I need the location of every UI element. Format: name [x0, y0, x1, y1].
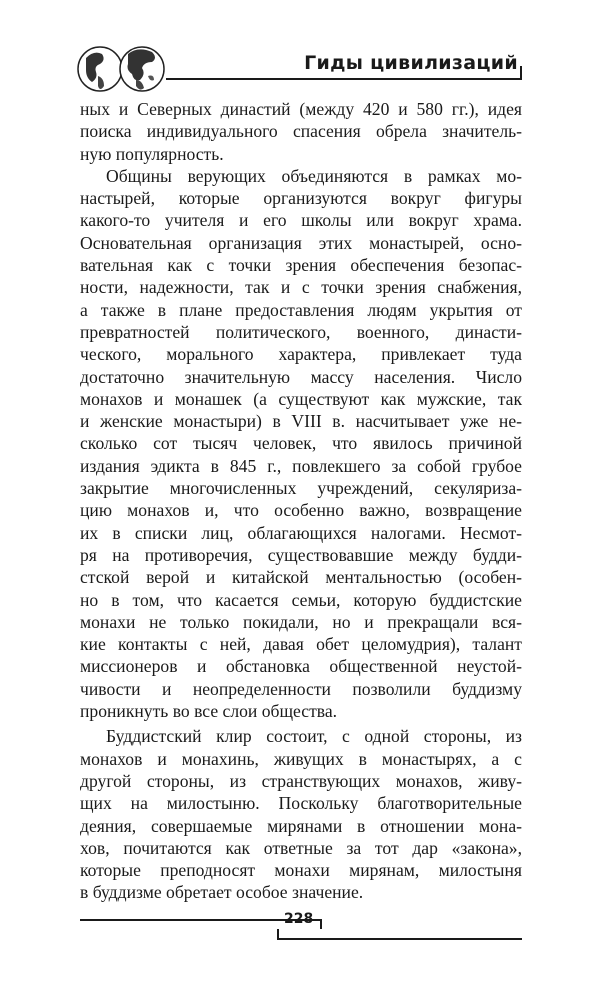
- text-line: проникнуть во все слои общества.: [80, 701, 338, 722]
- globes-logo-icon: [76, 36, 168, 102]
- paragraph: [80, 98, 522, 165]
- footer-rule-left-tick: [320, 919, 322, 929]
- paragraph: [80, 725, 522, 903]
- text-line: превратностей политического, военного, династи-: [80, 321, 522, 342]
- running-header-title: Гиды цивилизаций: [304, 52, 518, 74]
- text-line: закрытие многочисленных учреждений, секуляриза-: [80, 478, 522, 499]
- paragraph: [80, 165, 522, 722]
- text-line: которые преподносят монахи мирянам, милостыня: [80, 860, 522, 881]
- text-line: ности, надежности, так и с точки зрения снабжения,: [80, 277, 522, 298]
- text-line: поиска индивидуального спасения обрела значитель-: [80, 121, 522, 142]
- text-line: и женские монастыри) в VIII в. насчитывает уже не-: [80, 411, 522, 432]
- text-line: миссионеров и обстановка общественной неустой-: [80, 656, 522, 677]
- text-line: издания эдикта в 845 г., повлекшего за собой грубое: [80, 455, 522, 476]
- body-text: [80, 98, 522, 904]
- text-line: их в списки лиц, облагающихся налогами. Несмот-: [80, 522, 522, 543]
- text-line: монахов и монахинь, живущих в монастырях, а с: [80, 748, 522, 769]
- text-line: деяния, совершаемые мирянами в отношении мона-: [80, 815, 522, 836]
- text-line: достаточно значительную массу населения. Число: [80, 366, 522, 387]
- text-line: другой стороны, из странствующих монахов, живу-: [80, 770, 522, 791]
- text-line: ческого, морального характера, привлекает туда: [80, 344, 522, 365]
- header-rule: [166, 78, 522, 80]
- text-line: в буддизме обретает особое значение.: [80, 882, 364, 903]
- text-line: монахи не только покидали, но и прекращали вся-: [80, 611, 522, 632]
- text-line: кие контакты с ней, давая обет целомудрия), талант: [80, 634, 522, 655]
- text-line: ря на противоречия, существовавшие между будди-: [80, 544, 522, 565]
- text-line: чивости и неопределенности позволили буддизму: [80, 678, 522, 699]
- text-line: Основательная организация этих монастырей, осно-: [80, 232, 522, 253]
- text-line: какого-то учителя и его школы или вокруг храма.: [80, 210, 522, 231]
- text-line: Буддистский клир состоит, с одной стороны, из: [106, 726, 522, 747]
- text-line: сколько сот тысяч человек, что явилось причиной: [80, 433, 522, 454]
- text-line: щих на милостыню. Поскольку благотворительные: [80, 793, 522, 814]
- text-line: ную популярность.: [80, 143, 224, 164]
- text-line: цию монахов и, что особенно важно, возвращение: [80, 500, 522, 521]
- text-line: но в том, что касается семьи, которую буддистские: [80, 589, 522, 610]
- text-line: а также в плане предоставления людям укрытия от: [80, 299, 522, 320]
- text-line: хов, почитаются как ответные за тот дар «закона»,: [80, 837, 522, 858]
- text-line: Общины верующих объединяются в рамках мо-: [106, 165, 522, 186]
- page-number: 228: [284, 911, 314, 927]
- header-rule-tick: [520, 66, 522, 80]
- text-line: вательная как с точки зрения обеспечения безопас-: [80, 255, 522, 276]
- text-line: стской верой и китайской ментальностью (особен-: [80, 567, 522, 588]
- text-line: ных и Северных династий (между 420 и 580 гг.), идея: [80, 99, 522, 119]
- footer-rule-right: [277, 938, 522, 940]
- text-line: настырей, которые организуются вокруг фигуры: [80, 188, 522, 209]
- text-line: монахов и монашек (а существуют как мужские, так: [80, 388, 522, 409]
